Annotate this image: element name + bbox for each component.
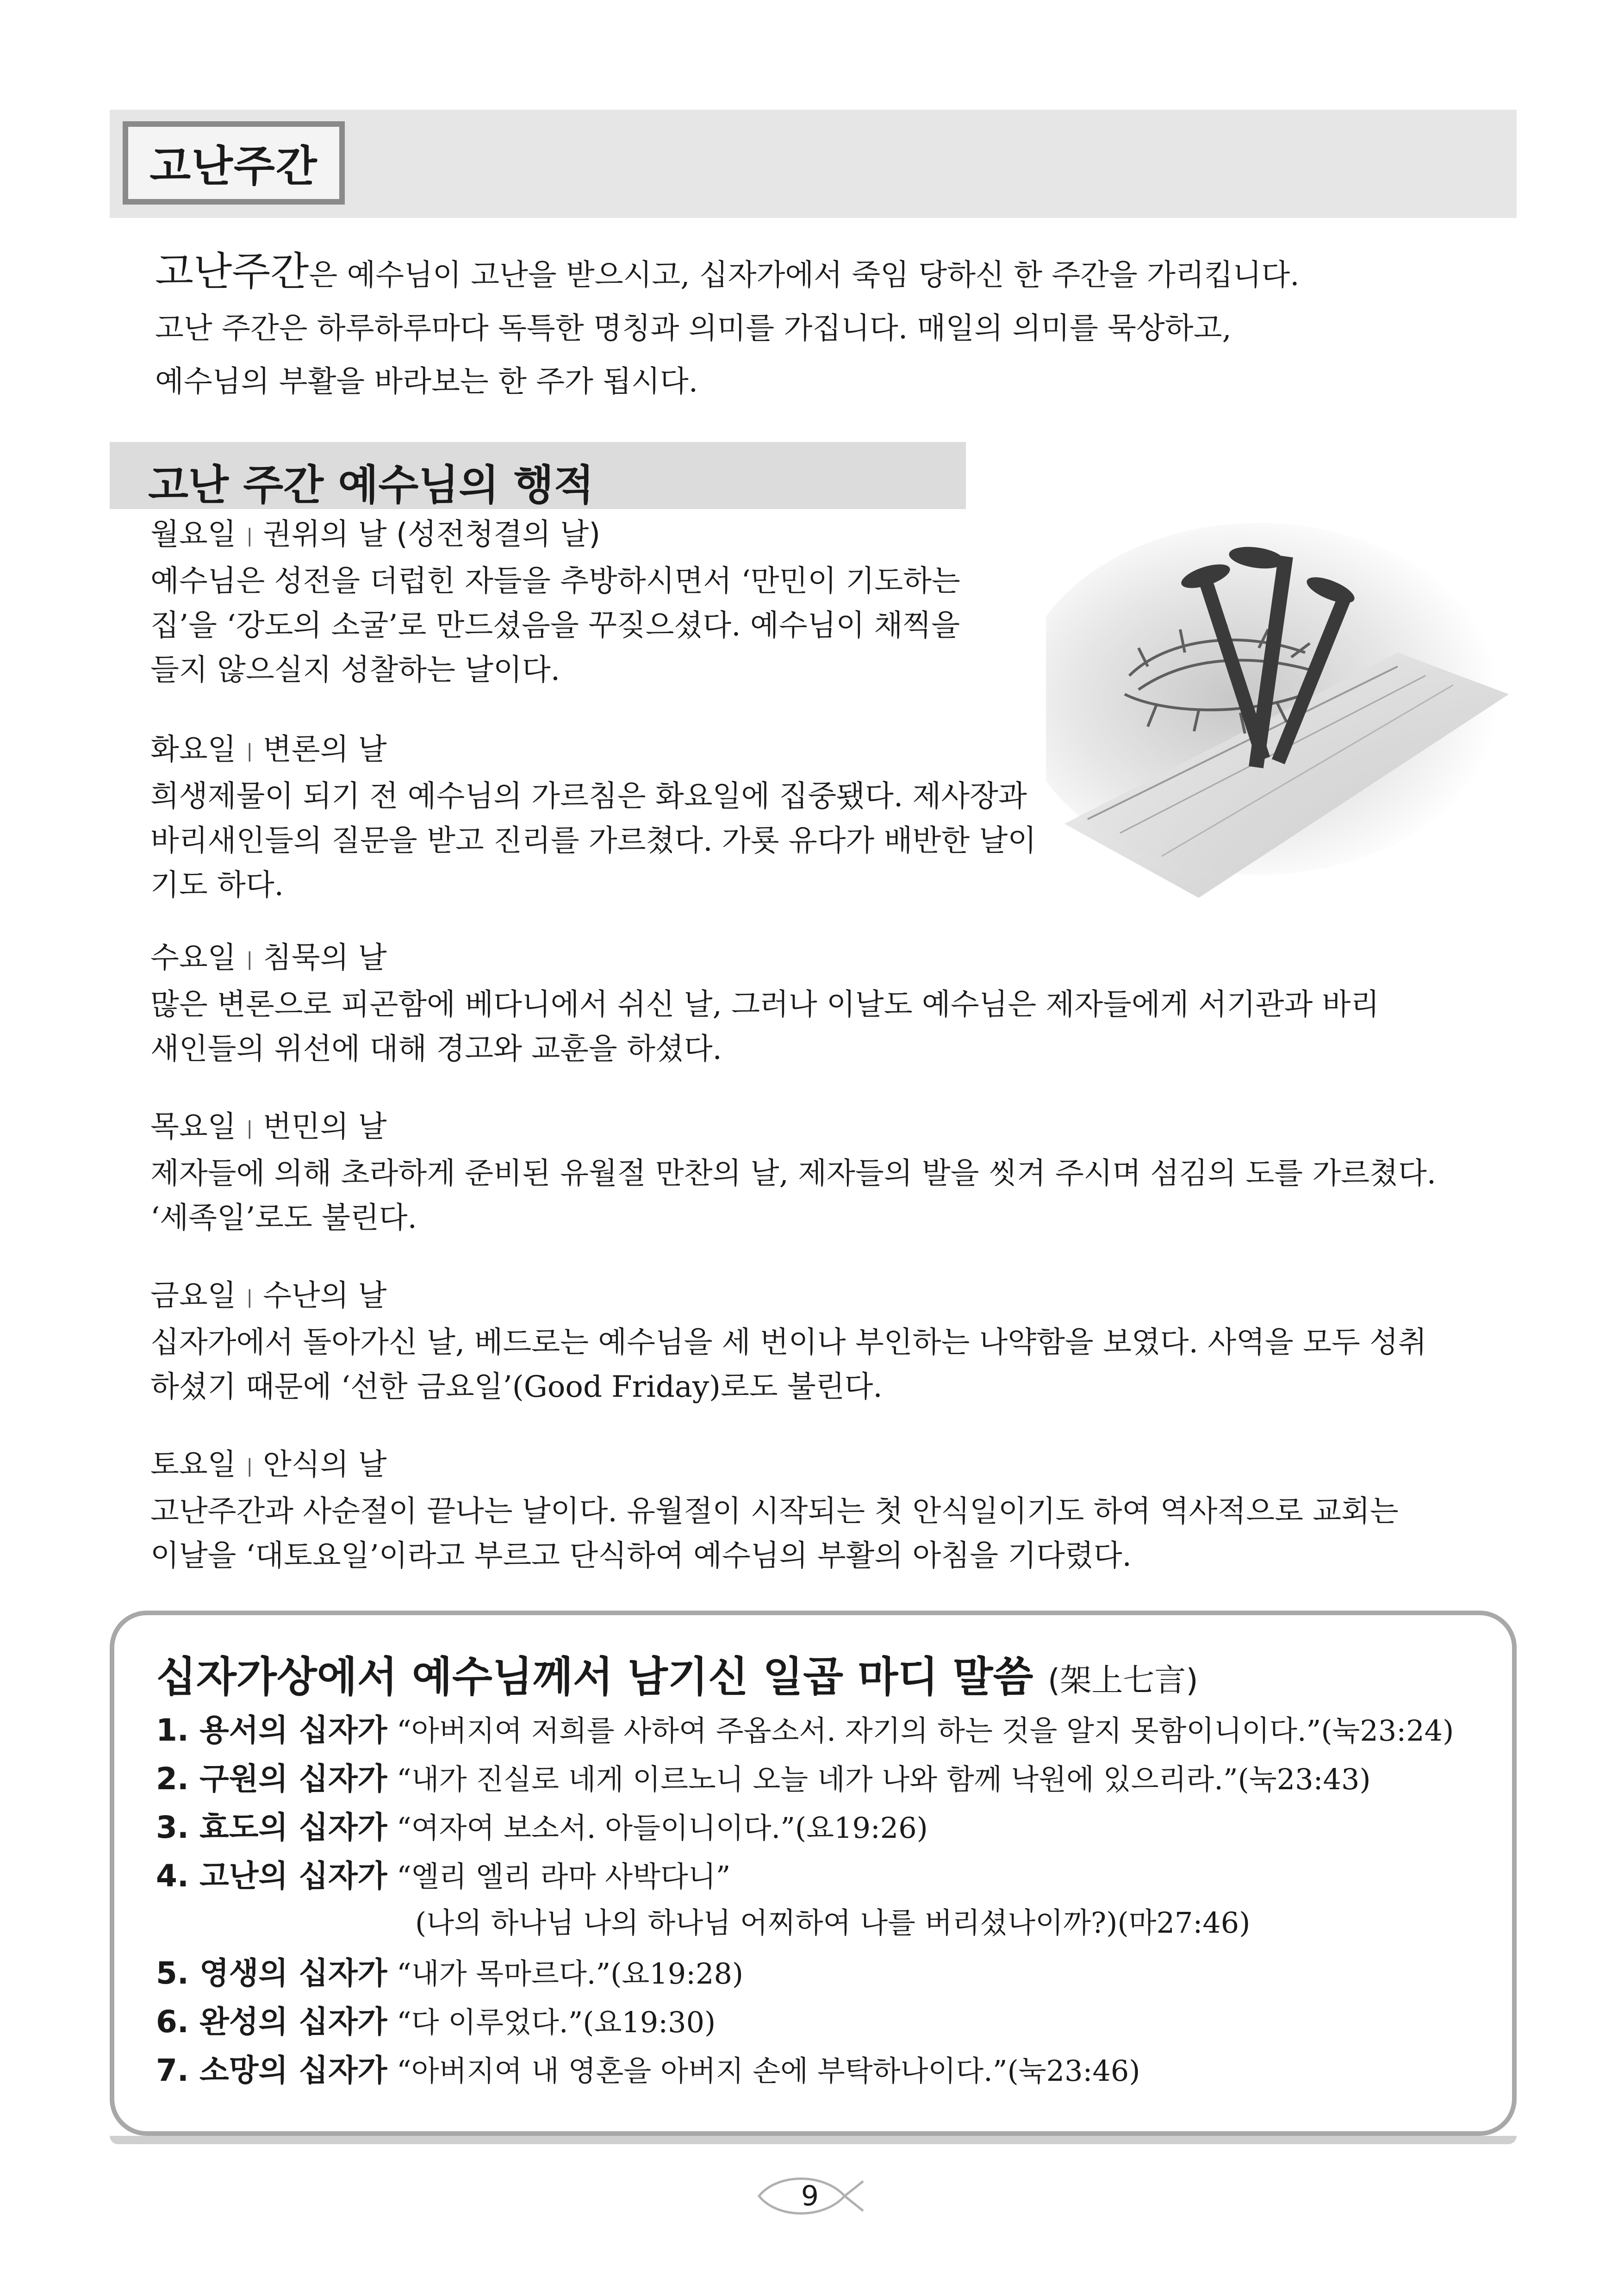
description-line: ‘세족일’로도 불린다.	[150, 1201, 417, 1236]
word-quote: “아버지여 내 영혼을 아버지 손에 부탁하나이다.”(눅23:46)	[397, 2054, 1140, 2088]
word-label: 5. 영생의 십자가	[156, 1955, 387, 1991]
description-line: 집’을 ‘강도의 소굴’로 만드셨음을 꾸짖으셨다. 예수님이 채찍을	[150, 609, 960, 643]
intro-line-1	[155, 245, 1497, 302]
word-quote-continued: (나의 하나님 나의 하나님 어찌하여 나를 버리셨나이까?)(마27:46)	[415, 1906, 1251, 1940]
description-line: 들지 않으실지 성찰하는 날이다.	[150, 653, 560, 688]
description-line: 기도 하다.	[150, 868, 284, 903]
day-name: 권위의 날 (성전청결의 날)	[262, 517, 601, 552]
day-name: 수난의 날	[262, 1279, 387, 1313]
header-title-box	[123, 121, 345, 205]
day-heading	[150, 1273, 1427, 1320]
intro-line-2: 고난 주간은 하루하루마다 독특한 명칭과 의미를 가집니다. 매일의 의미를 묵상하고,	[155, 311, 1232, 346]
word-item-5	[156, 1948, 743, 1992]
day-description	[150, 1151, 1436, 1240]
day-block-monday	[150, 511, 960, 692]
description-line: 십자가에서 돌아가신 날, 베드로는 예수님을 세 번이나 부인하는 나약함을 보였다. 사역을 모두 성취	[150, 1325, 1427, 1360]
word-quote: “내가 진실로 네게 이르노니 오늘 네가 나와 함께 낙원에 있으리라.”(눅23:43)	[397, 1762, 1371, 1796]
description-line: 예수님은 성전을 더럽힌 자들을 추방하시면서 ‘만민이 기도하는	[150, 564, 960, 599]
day-heading	[150, 1104, 1436, 1151]
day-label: 목요일	[150, 1110, 236, 1144]
description-line: 희생제물이 되기 전 예수님의 가르침은 화요일에 집중됐다. 제사장과	[150, 779, 1027, 814]
word-item-4	[156, 1851, 730, 1895]
day-heading	[150, 935, 1379, 983]
word-label: 7. 소망의 십자가	[156, 2053, 387, 2088]
day-label: 금요일	[150, 1279, 236, 1313]
day-name: 번민의 날	[262, 1110, 387, 1144]
word-quote: “내가 목마르다.”(요19:28)	[397, 1957, 744, 1991]
intro-line-1-text: 은 예수님이 고난을 받으시고, 십자가에서 죽임 당하신 한 주간을 가리킵니다.	[309, 258, 1300, 292]
description-line: 많은 변론으로 피곤함에 베다니에서 쉬신 날, 그러나 이날도 예수님은 제자들에게 서기관과 바리	[150, 988, 1380, 1022]
word-label: 6. 완성의 십자가	[156, 2004, 387, 2040]
description-line: 하셨기 때문에 ‘선한 금요일’(Good Friday)로도 불린다.	[150, 1370, 883, 1405]
word-item-3	[156, 1803, 928, 1847]
day-block-thursday	[150, 1104, 1436, 1240]
section-heading: 고난 주간 예수님의 행적	[148, 461, 594, 510]
day-label: 월요일	[150, 517, 236, 552]
description-line: 제자들에 의해 초라하게 준비된 유월절 만찬의 날, 제자들의 발을 씻겨 주시며 섬김의 도를 가르쳤다.	[150, 1157, 1437, 1191]
separator: |	[246, 1118, 253, 1139]
day-name: 침묵의 날	[262, 941, 387, 975]
day-label: 토요일	[150, 1448, 236, 1482]
intro-paragraph	[155, 245, 1497, 409]
seven-words-title	[156, 1643, 1198, 1703]
day-description	[150, 1489, 1399, 1578]
seven-words-title-text: 십자가상에서 예수님께서 남기신 일곱 마디 말씀	[156, 1653, 1033, 1701]
word-quote: “여자여 보소서. 아들이니이다.”(요19:26)	[397, 1811, 928, 1845]
separator: |	[246, 1456, 253, 1477]
intro-line-3: 예수님의 부활을 바라보는 한 주가 됩시다.	[155, 365, 698, 399]
word-quote: “아버지여 저희를 사하여 주옵소서. 자기의 하는 것을 알지 못함이니이다.”(눅23:24)	[397, 1714, 1454, 1748]
day-block-tuesday	[150, 727, 1036, 908]
day-name: 변론의 날	[262, 733, 387, 767]
description-line: 이날을 ‘대토요일’이라고 부르고 단식하여 예수님의 부활의 아침을 기다렸다.	[150, 1539, 1132, 1574]
day-heading	[150, 1442, 1399, 1489]
word-label: 1. 용서의 십자가	[156, 1712, 387, 1748]
description-line: 새인들의 위선에 대해 경고와 교훈을 하셨다.	[150, 1032, 722, 1067]
day-description	[150, 1320, 1427, 1409]
word-item-7	[156, 2046, 1140, 2090]
separator: |	[246, 740, 253, 762]
intro-lead-term: 고난주간	[155, 249, 309, 295]
word-item-6	[156, 1997, 716, 2041]
seven-words-box	[110, 1611, 1517, 2136]
word-item-4-continued	[415, 1900, 1250, 1941]
day-block-wednesday	[150, 935, 1379, 1071]
page-number: 9	[801, 2180, 819, 2212]
day-name: 안식의 날	[262, 1448, 387, 1482]
word-quote: “다 이루었다.”(요19:30)	[397, 2005, 716, 2039]
day-description	[150, 774, 1036, 908]
day-heading	[150, 511, 960, 559]
description-line: 바리새인들의 질문을 받고 진리를 가르쳤다. 가룟 유다가 배반한 날이	[150, 824, 1037, 859]
day-description	[150, 559, 960, 692]
day-label: 수요일	[150, 941, 236, 975]
word-quote: “엘리 엘리 라마 사박다니”	[397, 1860, 731, 1893]
word-item-2	[156, 1754, 1371, 1798]
description-line: 고난주간과 사순절이 끝나는 날이다. 유월절이 시작되는 첫 안식일이기도 하여 역사적으로 교회는	[150, 1494, 1399, 1529]
word-label: 4. 고난의 십자가	[156, 1858, 387, 1894]
word-label: 3. 효도의 십자가	[156, 1810, 387, 1845]
day-label: 화요일	[150, 733, 236, 767]
day-description	[150, 983, 1379, 1071]
nails-crown-illustration	[1046, 500, 1527, 916]
word-item-1	[156, 1705, 1454, 1749]
separator: |	[246, 1287, 253, 1308]
separator: |	[246, 949, 253, 971]
word-label: 2. 구원의 십자가	[156, 1761, 387, 1797]
day-heading	[150, 727, 1036, 774]
page-title: 고난주간	[149, 142, 318, 191]
day-block-friday	[150, 1273, 1427, 1409]
day-block-saturday	[150, 1442, 1399, 1578]
separator: |	[246, 525, 253, 547]
seven-words-title-suffix: (架上七言)	[1047, 1662, 1198, 1699]
